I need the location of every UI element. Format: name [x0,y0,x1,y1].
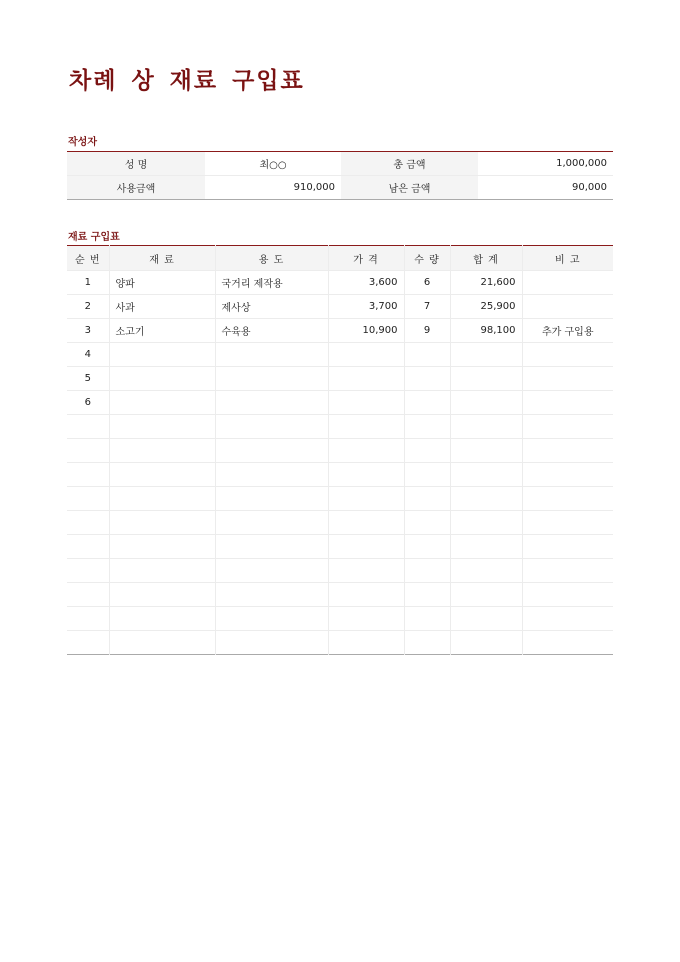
author-label: 남은 금액 [341,176,478,200]
cell-note [522,415,613,439]
cell-use [215,439,328,463]
cell-no: 6 [67,391,109,415]
cell-use [215,487,328,511]
table-row [67,415,613,439]
cell-qty [404,343,450,367]
cell-total [450,607,522,631]
table-row [67,319,613,343]
cell-no [67,583,109,607]
cell-qty [404,559,450,583]
author-table [67,151,613,200]
table-row [67,535,613,559]
cell-price: 3,700 [328,295,404,319]
table-row [67,271,613,295]
cell-price [328,487,404,511]
table-row [67,607,613,631]
cell-qty [404,535,450,559]
cell-no [67,511,109,535]
cell-price [328,583,404,607]
cell-item [109,439,215,463]
materials-table [67,245,613,655]
cell-use: 수육용 [215,319,328,343]
author-label: 사용금액 [67,176,205,200]
cell-no: 1 [67,271,109,295]
table-row [67,295,613,319]
cell-qty [404,631,450,655]
cell-note [522,439,613,463]
cell-item: 소고기 [109,319,215,343]
table-header-row [67,246,613,271]
cell-no [67,607,109,631]
cell-total [450,583,522,607]
cell-qty [404,415,450,439]
cell-note [522,463,613,487]
column-header: 용 도 [215,246,328,271]
author-value: 910,000 [205,176,341,200]
cell-no [67,535,109,559]
cell-qty: 9 [404,319,450,343]
cell-use [215,463,328,487]
page-title: 차례 상 재료 구입표 [69,68,305,94]
cell-total [450,463,522,487]
cell-no: 5 [67,367,109,391]
cell-use [215,391,328,415]
cell-no: 2 [67,295,109,319]
author-section-label: 작성자 [68,137,97,148]
cell-qty [404,439,450,463]
cell-total [450,631,522,655]
cell-use [215,559,328,583]
cell-no [67,631,109,655]
cell-qty [404,463,450,487]
cell-price: 3,600 [328,271,404,295]
cell-total: 25,900 [450,295,522,319]
cell-use [215,367,328,391]
cell-item [109,559,215,583]
cell-item [109,463,215,487]
cell-price [328,463,404,487]
column-header: 수 량 [404,246,450,271]
cell-no [67,559,109,583]
cell-price [328,439,404,463]
cell-total [450,439,522,463]
cell-note [522,559,613,583]
cell-item [109,343,215,367]
cell-item [109,607,215,631]
cell-note [522,271,613,295]
cell-price [328,607,404,631]
cell-use [215,607,328,631]
cell-use [215,631,328,655]
cell-note [522,487,613,511]
cell-item [109,583,215,607]
cell-qty [404,487,450,511]
cell-use [215,415,328,439]
cell-note [522,343,613,367]
column-header: 합 계 [450,246,522,271]
cell-use: 국거리 제작용 [215,271,328,295]
table-row [67,367,613,391]
cell-item: 양파 [109,271,215,295]
cell-total [450,511,522,535]
cell-item [109,367,215,391]
column-header: 비 고 [522,246,613,271]
cell-qty [404,583,450,607]
cell-note [522,631,613,655]
author-label: 총 금액 [341,152,478,176]
cell-total [450,535,522,559]
column-header: 가 격 [328,246,404,271]
cell-use [215,583,328,607]
column-header: 재 료 [109,246,215,271]
author-row [67,152,613,176]
cell-price: 10,900 [328,319,404,343]
cell-total: 98,100 [450,319,522,343]
column-header: 순 번 [67,246,109,271]
cell-use [215,511,328,535]
cell-price [328,511,404,535]
cell-price [328,415,404,439]
cell-item [109,511,215,535]
cell-no: 3 [67,319,109,343]
author-value: 최○○ [259,160,287,171]
table-row [67,487,613,511]
cell-qty [404,511,450,535]
cell-note [522,535,613,559]
cell-item [109,631,215,655]
cell-price [328,367,404,391]
table-row [67,631,613,655]
cell-total: 21,600 [450,271,522,295]
cell-price [328,343,404,367]
author-label: 성 명 [67,152,205,176]
author-value: 1,000,000 [556,158,607,169]
cell-qty: 6 [404,271,450,295]
cell-item: 사과 [109,295,215,319]
cell-note [522,391,613,415]
cell-note: 추가 구입용 [522,319,613,343]
cell-note [522,607,613,631]
table-row [67,511,613,535]
cell-total [450,559,522,583]
cell-note [522,583,613,607]
table-row [67,439,613,463]
cell-total [450,391,522,415]
cell-price [328,535,404,559]
author-row [67,176,613,200]
cell-total [450,343,522,367]
cell-total [450,487,522,511]
cell-use [215,535,328,559]
table-row [67,583,613,607]
cell-item [109,487,215,511]
cell-total [450,367,522,391]
cell-qty [404,391,450,415]
materials-section-label: 재료 구입표 [68,232,120,243]
table-row [67,463,613,487]
cell-qty [404,367,450,391]
cell-use: 제사상 [215,295,328,319]
cell-note [522,511,613,535]
cell-no [67,415,109,439]
cell-qty: 7 [404,295,450,319]
cell-note [522,295,613,319]
cell-no [67,463,109,487]
cell-no: 4 [67,343,109,367]
author-value: 90,000 [478,176,613,200]
cell-total [450,415,522,439]
table-row [67,343,613,367]
cell-price [328,559,404,583]
cell-item [109,391,215,415]
cell-item [109,415,215,439]
cell-use [215,343,328,367]
cell-note [522,367,613,391]
cell-no [67,439,109,463]
cell-price [328,631,404,655]
cell-qty [404,607,450,631]
table-row [67,391,613,415]
cell-item [109,535,215,559]
table-row [67,559,613,583]
cell-price [328,391,404,415]
cell-no [67,487,109,511]
